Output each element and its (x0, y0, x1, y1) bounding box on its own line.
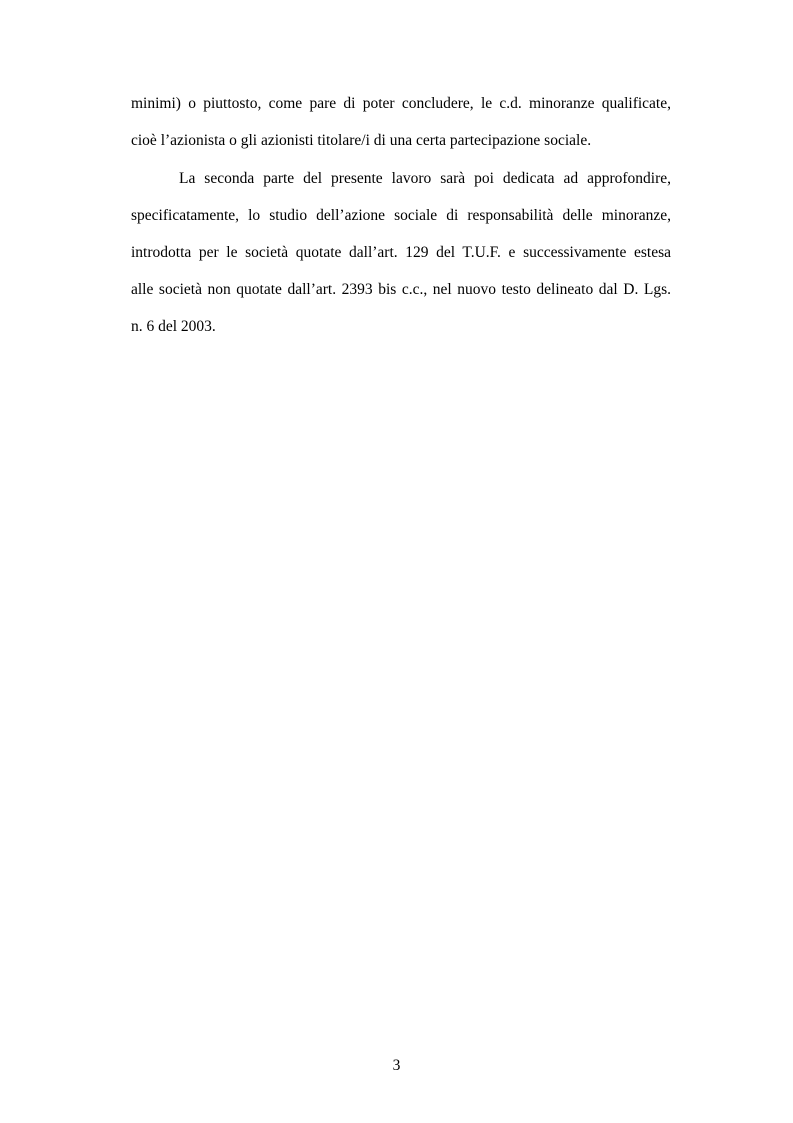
paragraph-1-line-1: minimi) o piuttosto, come pare di poter concludere, le c.d. minoranze qualificate, (131, 95, 671, 112)
paragraph-2-line-1: La seconda parte del presente lavoro sarà poi dedicata ad approfondire, (179, 170, 671, 187)
paragraph-2-line-5: n. 6 del 2003. (131, 318, 216, 335)
paragraph-2-line-4: alle società non quotate dall’art. 2393 bis c.c., nel nuovo testo delineato dal D. Lgs. (131, 281, 671, 298)
paragraph-1-line-2: cioè l’azionista o gli azionisti titolare/i di una certa partecipazione sociale. (131, 132, 592, 149)
paragraph-2-line-3: introdotta per le società quotate dall’art. 129 del T.U.F. e successivamente estesa (131, 244, 671, 261)
paragraph-2-line-2: specificatamente, lo studio dell’azione sociale di responsabilità delle minoranze, (131, 207, 671, 224)
page-number: 3 (392, 1057, 401, 1074)
